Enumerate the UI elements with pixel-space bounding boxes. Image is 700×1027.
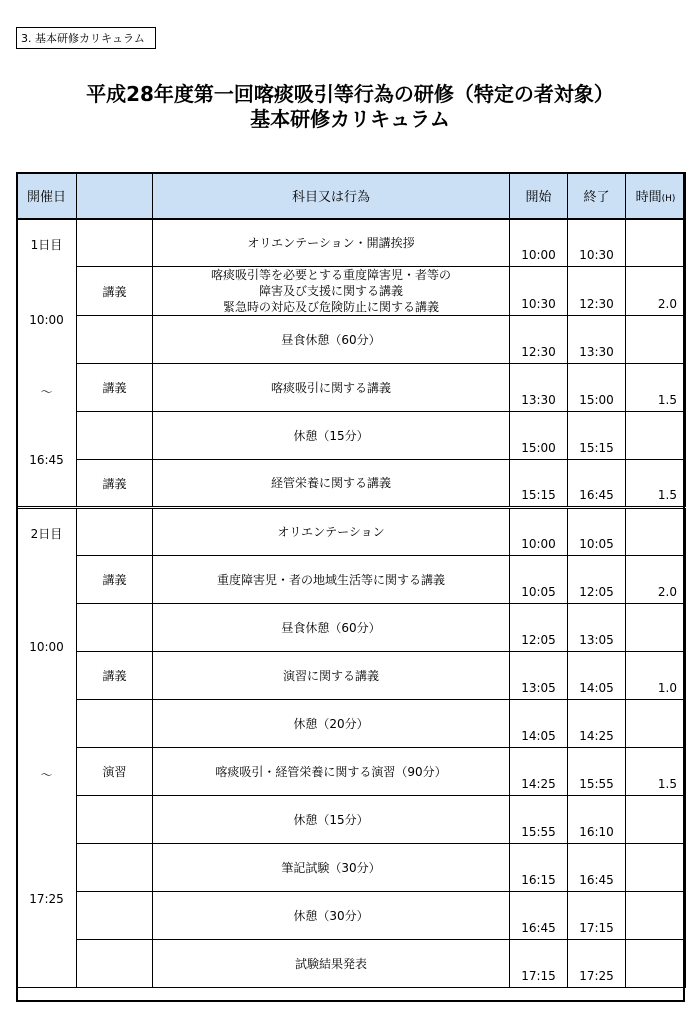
end-time-cell: 12:30 xyxy=(568,267,626,316)
header-end: 終了 xyxy=(568,173,626,219)
subject-line: 演習に関する講義 xyxy=(282,668,379,683)
end-time-cell: 17:25 xyxy=(568,940,626,988)
end-time-cell: 17:15 xyxy=(568,892,626,940)
subject-line: 休憩（20分） xyxy=(293,716,369,731)
subject-line: 休憩（30分） xyxy=(293,908,369,923)
day-end-time: 16:45 xyxy=(29,452,64,467)
start-time-cell: 13:05 xyxy=(510,652,568,700)
subject-line: 昼食休憩（60分） xyxy=(281,332,381,347)
header-row xyxy=(17,173,686,219)
table-row xyxy=(17,556,686,604)
subject-line: 休憩（15分） xyxy=(293,812,369,827)
subject-line: 休憩（15分） xyxy=(293,428,369,443)
table-row xyxy=(17,412,686,460)
hours-cell xyxy=(626,844,686,892)
subject-line: 喀痰吸引に関する講義 xyxy=(270,380,391,395)
end-time-cell: 12:05 xyxy=(568,556,626,604)
subject-line: 緊急時の対応及び危険防止に関する講義 xyxy=(222,300,439,314)
start-time-cell: 10:00 xyxy=(510,219,568,267)
curriculum-table xyxy=(16,172,686,988)
start-time-cell: 12:30 xyxy=(510,316,568,364)
table-row xyxy=(17,604,686,652)
section-label: 3. 基本研修カリキュラム xyxy=(16,27,156,49)
subject-cell xyxy=(153,796,510,844)
day-label: 1日目 xyxy=(30,237,63,252)
end-time-cell: 14:05 xyxy=(568,652,626,700)
subject-cell xyxy=(153,364,510,412)
category-cell xyxy=(77,412,153,460)
table-row xyxy=(17,940,686,988)
hours-cell xyxy=(626,508,686,556)
table-row xyxy=(17,892,686,940)
end-time-cell: 16:10 xyxy=(568,796,626,844)
category-cell xyxy=(77,892,153,940)
start-time-cell: 16:45 xyxy=(510,892,568,940)
subject-cell xyxy=(153,700,510,748)
hours-cell xyxy=(626,316,686,364)
subject-cell xyxy=(153,844,510,892)
subject-cell xyxy=(153,556,510,604)
hours-cell: 1.0 xyxy=(626,652,686,700)
subject-line: オリエンテーション・開講挨拶 xyxy=(247,235,415,250)
subject-line: 障害及び支援に関する講義 xyxy=(258,284,403,298)
day-cell xyxy=(17,219,77,508)
hours-cell xyxy=(626,412,686,460)
category-cell: 講義 xyxy=(77,267,153,316)
category-cell xyxy=(77,796,153,844)
end-time-cell: 15:15 xyxy=(568,412,626,460)
table-row xyxy=(17,508,686,556)
start-time-cell: 14:05 xyxy=(510,700,568,748)
subject-cell xyxy=(153,267,510,316)
hours-cell: 2.0 xyxy=(626,556,686,604)
hours-cell xyxy=(626,604,686,652)
subject-cell xyxy=(153,652,510,700)
subject-cell xyxy=(153,748,510,796)
subject-cell xyxy=(153,412,510,460)
table-row xyxy=(17,460,686,508)
end-time-cell: 13:05 xyxy=(568,604,626,652)
day-start-time: 10:00 xyxy=(29,640,64,654)
table-row xyxy=(17,652,686,700)
hours-cell xyxy=(626,219,686,267)
day-cell xyxy=(17,508,77,988)
subject-line: 重度障害児・者の地域生活等に関する講義 xyxy=(216,572,445,587)
start-time-cell: 17:15 xyxy=(510,940,568,988)
subject-line: 試験結果発表 xyxy=(294,956,367,971)
start-time-cell: 12:05 xyxy=(510,604,568,652)
category-cell: 講義 xyxy=(77,652,153,700)
subject-line: 筆記試験（30分） xyxy=(281,860,381,875)
start-time-cell: 16:15 xyxy=(510,844,568,892)
subject-cell xyxy=(153,316,510,364)
table-row xyxy=(17,844,686,892)
subject-line: オリエンテーション xyxy=(277,525,385,539)
subject-line: 昼食休憩（60分） xyxy=(281,620,381,635)
end-time-cell: 14:25 xyxy=(568,700,626,748)
start-time-cell: 13:30 xyxy=(510,364,568,412)
end-time-cell: 16:45 xyxy=(568,460,626,508)
hours-cell xyxy=(626,796,686,844)
category-cell xyxy=(77,508,153,556)
end-time-cell: 10:05 xyxy=(568,508,626,556)
category-cell xyxy=(77,316,153,364)
category-cell: 講義 xyxy=(77,364,153,412)
subject-cell xyxy=(153,892,510,940)
hours-cell: 1.5 xyxy=(626,364,686,412)
category-cell xyxy=(77,844,153,892)
subject-cell xyxy=(153,604,510,652)
table-row xyxy=(17,796,686,844)
hours-cell: 1.5 xyxy=(626,748,686,796)
category-cell xyxy=(77,700,153,748)
subject-line: 経管栄養に関する講義 xyxy=(270,476,391,490)
hours-cell xyxy=(626,940,686,988)
start-time-cell: 10:30 xyxy=(510,267,568,316)
header-start: 開始 xyxy=(510,173,568,219)
end-time-cell: 15:00 xyxy=(568,364,626,412)
table-row xyxy=(17,316,686,364)
table-row xyxy=(17,748,686,796)
header-subject: 科目又は行為 xyxy=(153,173,510,219)
header-hours-unit: (H) xyxy=(661,193,676,204)
start-time-cell: 15:15 xyxy=(510,460,568,508)
table-row xyxy=(17,267,686,316)
category-cell xyxy=(77,219,153,267)
hours-cell xyxy=(626,700,686,748)
subject-line: 喀痰吸引等を必要とする重度障害児・者等の xyxy=(210,268,451,282)
header-hours xyxy=(626,173,686,219)
end-time-cell: 13:30 xyxy=(568,316,626,364)
header-category xyxy=(77,173,153,219)
end-time-cell: 15:55 xyxy=(568,748,626,796)
page-subtitle: 基本研修カリキュラム xyxy=(250,107,450,131)
category-cell: 講義 xyxy=(77,556,153,604)
header-hours-label: 時間 xyxy=(635,189,662,205)
table-row xyxy=(17,700,686,748)
day-start-time: 10:00 xyxy=(29,312,64,327)
table-row xyxy=(17,219,686,267)
start-time-cell: 15:55 xyxy=(510,796,568,844)
day-label: 2日目 xyxy=(30,527,63,541)
start-time-cell: 10:05 xyxy=(510,556,568,604)
end-time-cell: 16:45 xyxy=(568,844,626,892)
start-time-cell: 10:00 xyxy=(510,508,568,556)
category-cell: 講義 xyxy=(77,460,153,508)
category-cell: 演習 xyxy=(77,748,153,796)
subject-cell xyxy=(153,940,510,988)
day-tilde: 〜 xyxy=(40,768,53,782)
subject-line: 喀痰吸引・経管栄養に関する演習（90分） xyxy=(215,764,447,779)
day-end-time: 17:25 xyxy=(29,892,64,906)
header-day: 開催日 xyxy=(17,173,77,219)
category-cell xyxy=(77,604,153,652)
hours-cell xyxy=(626,892,686,940)
subject-cell xyxy=(153,460,510,508)
start-time-cell: 14:25 xyxy=(510,748,568,796)
hours-cell: 2.0 xyxy=(626,267,686,316)
hours-cell: 1.5 xyxy=(626,460,686,508)
subject-cell xyxy=(153,508,510,556)
page-title: 平成28年度第一回喀痰吸引等行為の研修（特定の者対象） xyxy=(86,82,614,106)
start-time-cell: 15:00 xyxy=(510,412,568,460)
subject-cell xyxy=(153,219,510,267)
end-time-cell: 10:30 xyxy=(568,219,626,267)
day-tilde: 〜 xyxy=(40,384,53,399)
table-row xyxy=(17,364,686,412)
category-cell xyxy=(77,940,153,988)
